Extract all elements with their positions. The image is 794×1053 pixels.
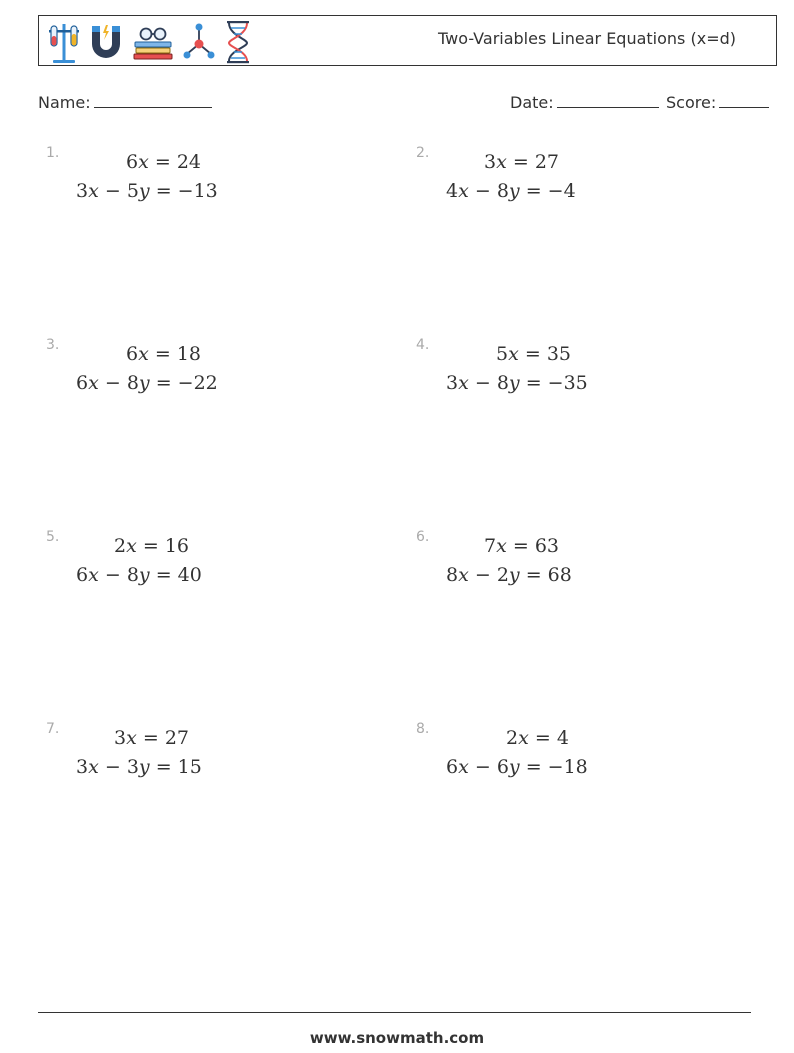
equation-2: 3x − 3y = 15 bbox=[76, 756, 202, 778]
molecule-icon bbox=[181, 20, 217, 64]
header-icons bbox=[47, 20, 253, 64]
test-tubes-icon bbox=[47, 20, 81, 64]
equation-1: 3x = 27 bbox=[484, 151, 559, 173]
problem-number: 5. bbox=[46, 529, 60, 545]
problem-2 bbox=[416, 145, 716, 225]
books-glasses-icon bbox=[131, 20, 175, 64]
problem-number: 4. bbox=[416, 337, 430, 353]
problem-3 bbox=[46, 337, 346, 417]
equation-1: 2x = 4 bbox=[506, 727, 569, 749]
equation-1: 6x = 18 bbox=[126, 343, 201, 365]
score-blank[interactable] bbox=[719, 93, 769, 108]
name-blank[interactable] bbox=[94, 93, 212, 108]
equation-2: 8x − 2y = 68 bbox=[446, 564, 572, 586]
equation-2: 6x − 8y = −22 bbox=[76, 372, 218, 394]
equation-1: 7x = 63 bbox=[484, 535, 559, 557]
equation-2: 3x − 5y = −13 bbox=[76, 180, 218, 202]
equation-2: 6x − 6y = −18 bbox=[446, 756, 588, 778]
problem-1 bbox=[46, 145, 346, 225]
equation-1: 6x = 24 bbox=[126, 151, 201, 173]
problem-7 bbox=[46, 721, 346, 801]
problem-number: 6. bbox=[416, 529, 430, 545]
footer-divider bbox=[38, 1012, 751, 1013]
worksheet-title: Two-Variables Linear Equations (x=d) bbox=[438, 29, 736, 48]
dna-icon bbox=[223, 20, 253, 64]
problem-6 bbox=[416, 529, 716, 609]
equation-1: 2x = 16 bbox=[114, 535, 189, 557]
equation-1: 5x = 35 bbox=[496, 343, 571, 365]
equation-2: 3x − 8y = −35 bbox=[446, 372, 588, 394]
problem-number: 7. bbox=[46, 721, 60, 737]
problem-number: 8. bbox=[416, 721, 430, 737]
date-field bbox=[510, 93, 659, 112]
problem-number: 1. bbox=[46, 145, 60, 161]
problem-number: 2. bbox=[416, 145, 430, 161]
equation-2: 4x − 8y = −4 bbox=[446, 180, 576, 202]
equation-1: 3x = 27 bbox=[114, 727, 189, 749]
date-blank[interactable] bbox=[557, 93, 659, 108]
score-label: Score: bbox=[666, 93, 717, 112]
score-field bbox=[666, 93, 769, 112]
date-label: Date: bbox=[510, 93, 554, 112]
problem-5 bbox=[46, 529, 346, 609]
problem-8 bbox=[416, 721, 716, 801]
magnet-icon bbox=[87, 20, 125, 64]
problem-4 bbox=[416, 337, 716, 417]
footer-url: www.snowmath.com bbox=[309, 1029, 485, 1047]
problem-number: 3. bbox=[46, 337, 60, 353]
name-label: Name: bbox=[38, 93, 91, 112]
equation-2: 6x − 8y = 40 bbox=[76, 564, 202, 586]
name-field bbox=[38, 93, 212, 112]
worksheet-header bbox=[38, 15, 777, 66]
